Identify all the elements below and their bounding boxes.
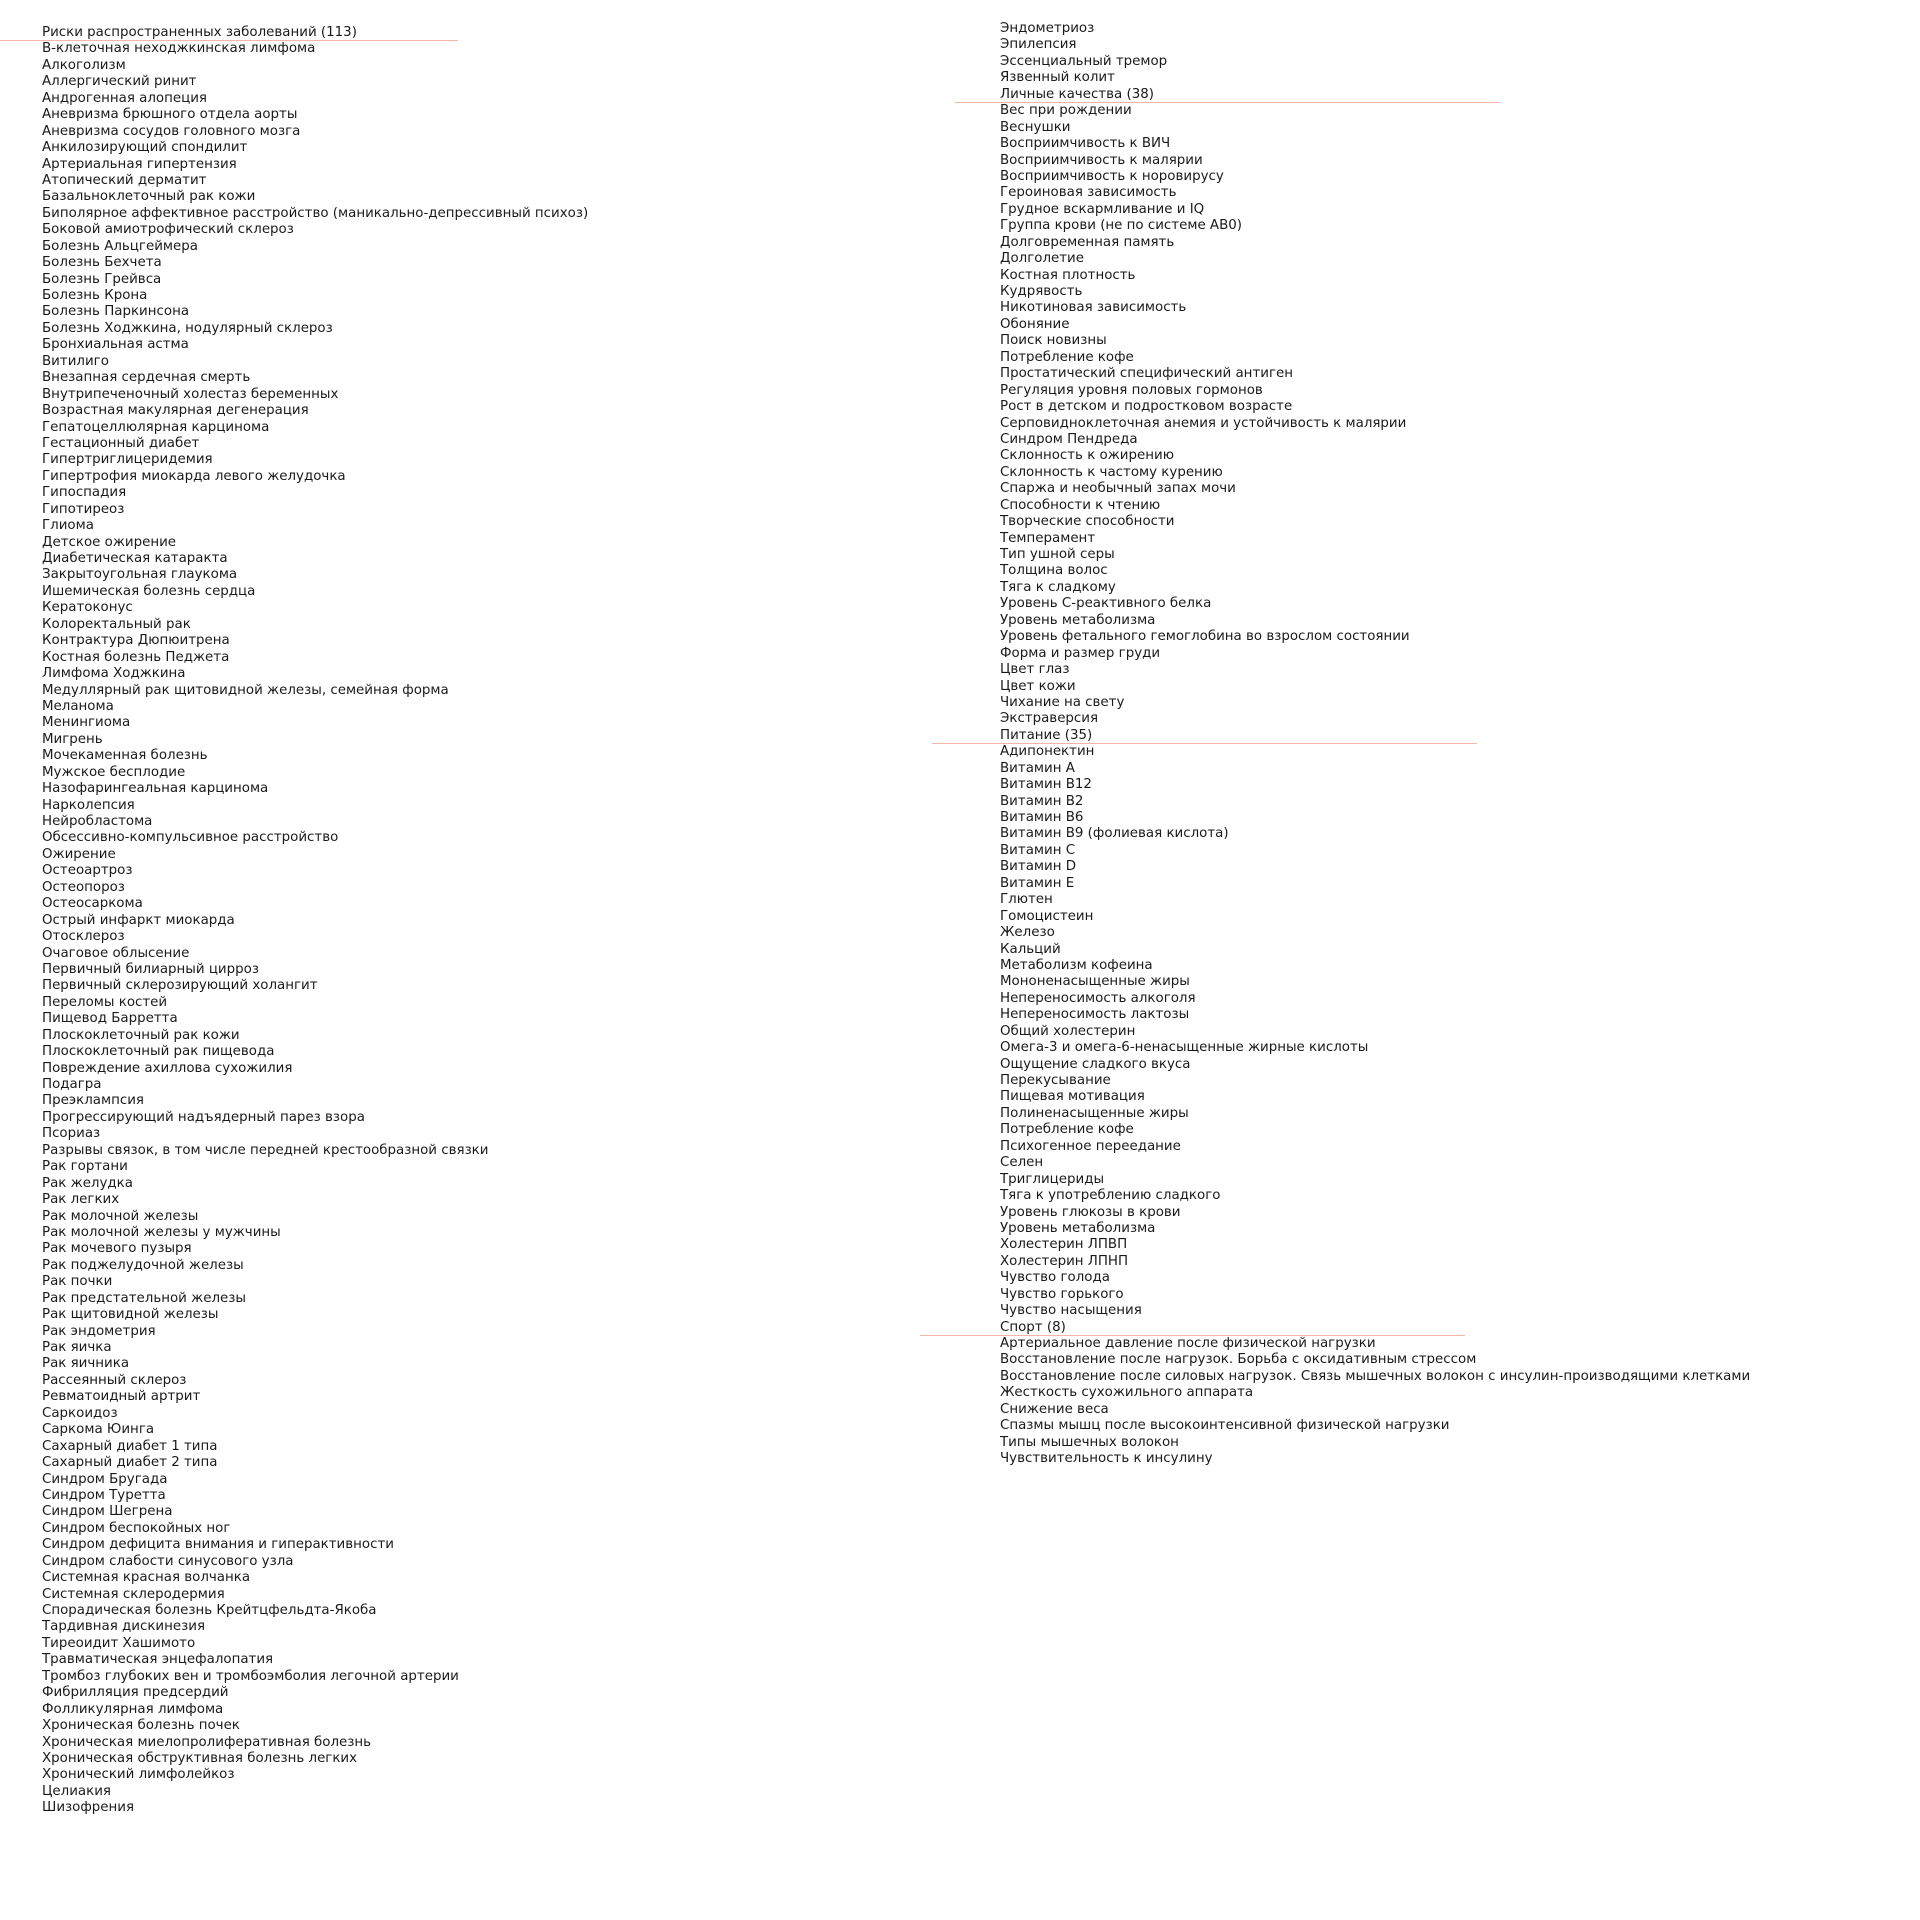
list-item: Героиновая зависимость (1000, 185, 1177, 201)
list-item: Ревматоидный артрит (42, 1389, 201, 1405)
list-item: Чувство голода (1000, 1270, 1110, 1286)
list-item: Чихание на свету (1000, 694, 1125, 710)
list-item: Снижение веса (1000, 1401, 1109, 1417)
list-item: Диабетическая катаракта (42, 551, 228, 566)
list-item: Костная плотность (1000, 267, 1136, 283)
list-item: Глиома (42, 518, 94, 534)
list-item: Рак гортани (42, 1159, 128, 1175)
list-item: Непереносимость лактозы (1000, 1007, 1190, 1023)
list-item: Внутрипеченочный холестаз беременных (42, 386, 339, 402)
list-item: Боковой амиотрофический склероз (42, 222, 294, 238)
item-list (1000, 103, 1900, 728)
list-item: Пищевая мотивация (1000, 1089, 1145, 1105)
list-item: Нарколепсия (42, 797, 135, 813)
list-item: Типы мышечных волокон (1000, 1434, 1179, 1450)
list-item: Костная болезнь Педжета (42, 649, 230, 665)
list-item: Спорадическая болезнь Крейтцфельдта-Якоба (42, 1603, 377, 1618)
list-item: Полиненасыщенные жиры (1000, 1105, 1189, 1121)
list-item: Рак яичка (42, 1340, 112, 1355)
list-item: Селен (1000, 1155, 1044, 1171)
list-item: Уровень метаболизма (1000, 1220, 1156, 1236)
list-item: Потребление кофе (1000, 349, 1134, 365)
list-item: Вес при рождении (1000, 103, 1132, 119)
list-item: Тяга к употреблению сладкого (1000, 1188, 1221, 1204)
list-item: Тип ушной серы (1000, 547, 1115, 562)
list-item: Чувствительность к инсулину (1000, 1451, 1213, 1467)
list-item: Адипонектин (1000, 744, 1095, 760)
list-item: Витамин A (1000, 760, 1075, 776)
list-item: Кератоконус (42, 600, 133, 616)
list-item: Прогрессирующий надъядерный парез взора (42, 1109, 365, 1125)
list-item: Биполярное аффективное расстройство (маникально-депрессивный психоз) (42, 205, 589, 221)
list-item: Саркоидоз (42, 1405, 118, 1421)
list-item: Гестационный диабет (42, 435, 200, 451)
list-item: Синдром беспокойных ног (42, 1520, 231, 1536)
section-diseases (42, 25, 942, 1817)
list-item: Переломы костей (42, 994, 168, 1010)
item-list (1000, 1336, 1900, 1468)
list-item: Восприимчивость к малярии (1000, 152, 1203, 168)
list-item: Тиреоидит Хашимото (42, 1635, 196, 1651)
list-item: Спаржа и необычный запах мочи (1000, 481, 1236, 497)
list-item: Гепатоцеллюлярная карцинома (42, 419, 270, 435)
list-item: Гомоцистеин (1000, 908, 1094, 924)
list-item: Творческие способности (1000, 514, 1175, 530)
list-item: Эссенциальный тремор (1000, 53, 1168, 69)
list-item: Болезнь Крона (42, 288, 148, 303)
list-item: Витамин B6 (1000, 810, 1084, 825)
list-item: Чувство насыщения (1000, 1303, 1142, 1319)
list-item: Тромбоз глубоких вен и тромбоэмболия легочной артерии (42, 1668, 459, 1684)
list-item: Подагра (42, 1077, 102, 1092)
list-item: Мочекаменная болезнь (42, 748, 208, 764)
list-item: Темперамент (1000, 530, 1096, 546)
section-rule (0, 40, 458, 41)
list-item: Медуллярный рак щитовидной железы, семейная форма (42, 682, 449, 698)
list-item: Экстраверсия (1000, 711, 1099, 727)
section-heading-sport (1000, 1320, 1900, 1336)
list-item: Склонность к ожирению (1000, 448, 1174, 464)
list-item: Сахарный диабет 2 типа (42, 1455, 218, 1471)
list-item: Способности к чтению (1000, 497, 1161, 513)
list-item: Кальций (1000, 941, 1061, 957)
list-item: Мигрень (42, 731, 103, 747)
list-item: Рак щитовидной железы (42, 1307, 219, 1323)
list-item: Витамин E (1000, 875, 1075, 891)
list-item: Фибрилляция предсердий (42, 1685, 229, 1701)
list-item: Рак почки (42, 1274, 113, 1290)
list-item: Назофарингеальная карцинома (42, 781, 269, 797)
list-item: Болезнь Паркинсона (42, 304, 190, 320)
list-item: Травматическая энцефалопатия (42, 1652, 274, 1668)
list-item: Серповидноклеточная анемия и устойчивость к малярии (1000, 415, 1407, 431)
list-item: Никотиновая зависимость (1000, 300, 1187, 316)
item-list (1000, 744, 1900, 1319)
list-item: Детское ожирение (42, 534, 177, 550)
list-item: Внезапная сердечная смерть (42, 370, 251, 386)
list-item: Остеоартроз (42, 863, 133, 879)
section-heading-diseases (42, 25, 942, 41)
list-item: Фолликулярная лимфома (42, 1701, 224, 1717)
list-item: Рост в детском и подростковом возрасте (1000, 399, 1293, 415)
list-item: Нейробластома (42, 814, 153, 829)
item-list (1000, 21, 1900, 87)
list-item: Контрактура Дюпюитрена (42, 633, 230, 649)
list-item: Синдром Туретта (42, 1487, 166, 1503)
list-item: Железо (1000, 925, 1055, 941)
list-item: Остеопороз (42, 879, 125, 895)
section-rule (955, 102, 1500, 103)
list-item: Целиакия (42, 1783, 111, 1799)
list-item: Витамин B2 (1000, 793, 1084, 809)
list-item: Первичный склерозирующий холангит (42, 978, 318, 994)
list-item: Мужское бесплодие (42, 764, 186, 780)
list-item: Разрывы связок, в том числе передней крестообразной связки (42, 1142, 489, 1158)
list-item: Восстановление после силовых нагрузок. Связь мышечных волокон с инсулин-производящими клетками (1000, 1368, 1751, 1384)
list-item: Цвет глаз (1000, 662, 1070, 678)
list-item: Синдром Бругада (42, 1471, 168, 1487)
list-item: B-клеточная неходжкинская лимфома (42, 41, 316, 57)
list-item: Рак легких (42, 1192, 120, 1208)
list-item: Рак молочной железы у мужчины (42, 1224, 281, 1240)
list-item: Холестерин ЛПВП (1000, 1237, 1128, 1253)
list-item: Андрогенная алопеция (42, 90, 207, 106)
list-item: Уровень глюкозы в крови (1000, 1204, 1181, 1220)
list-item: Витилиго (42, 353, 109, 369)
list-item: Хроническая миелопролиферативная болезнь (42, 1734, 372, 1750)
list-item: Триглицериды (1000, 1171, 1105, 1187)
list-item: Системная красная волчанка (42, 1570, 251, 1586)
list-item: Витамин B9 (фолиевая кислота) (1000, 826, 1229, 842)
list-item: Веснушки (1000, 119, 1071, 135)
list-item: Атопический дерматит (42, 172, 207, 188)
list-item: Хронический лимфолейкоз (42, 1767, 235, 1783)
list-item: Плоскоклеточный рак пищевода (42, 1044, 275, 1060)
section-title: Спорт (8) (1000, 1319, 1066, 1335)
list-item: Болезнь Ходжкина, нодулярный склероз (42, 320, 333, 336)
list-item: Рак молочной железы (42, 1208, 199, 1224)
list-item: Жесткость сухожильного аппарата (1000, 1385, 1254, 1401)
list-item: Болезнь Альцгеймера (42, 238, 198, 254)
list-item: Язвенный колит (1000, 70, 1115, 86)
list-item: Витамин B12 (1000, 777, 1092, 793)
list-item: Аневризма сосудов головного мозга (42, 123, 301, 139)
list-item: Синдром слабости синусового узла (42, 1553, 294, 1569)
list-item: Хроническая обструктивная болезнь легких (42, 1750, 358, 1766)
list-item: Системная склеродермия (42, 1586, 225, 1602)
list-item: Ишемическая болезнь сердца (42, 583, 256, 599)
list-item: Обоняние (1000, 316, 1070, 332)
list-item: Рассеянный склероз (42, 1372, 187, 1388)
list-item: Чувство горького (1000, 1286, 1124, 1302)
section-title: Личные качества (38) (1000, 86, 1154, 102)
section-traits (1000, 87, 1900, 728)
list-item: Рак яичника (42, 1356, 130, 1372)
list-item: Толщина волос (1000, 563, 1108, 579)
list-item: Отосклероз (42, 929, 125, 945)
section-rule (920, 1335, 1465, 1336)
list-item: Меланома (42, 698, 114, 714)
list-item: Уровень С-реактивного белка (1000, 596, 1212, 612)
section-title: Питание (35) (1000, 727, 1093, 743)
section-diseases-continued (1000, 21, 1900, 87)
list-item: Омега-3 и омега-6-ненасыщенные жирные кислоты (1000, 1040, 1369, 1056)
item-list (42, 41, 942, 1816)
list-item: Пищевод Барретта (42, 1011, 178, 1027)
list-item: Острый инфаркт миокарда (42, 912, 235, 928)
list-item: Аллергический ринит (42, 74, 197, 90)
list-item: Витамин C (1000, 842, 1076, 858)
list-item: Базальноклеточный рак кожи (42, 189, 256, 205)
list-item: Возрастная макулярная дегенерация (42, 403, 309, 419)
list-item: Синдром дефицита внимания и гиперактивности (42, 1537, 394, 1553)
section-rule (932, 743, 1477, 744)
list-item: Гипертриглицеридемия (42, 452, 213, 468)
list-item: Долговременная память (1000, 234, 1175, 250)
list-item: Непереносимость алкоголя (1000, 990, 1196, 1006)
list-item: Восприимчивость к норовирусу (1000, 168, 1224, 184)
list-item: Склонность к частому курению (1000, 464, 1223, 480)
list-item: Тардивная дискинезия (42, 1619, 205, 1635)
list-item: Долголетие (1000, 251, 1084, 267)
list-item: Эпилепсия (1000, 37, 1077, 53)
list-item: Синдром Пендреда (1000, 431, 1138, 447)
list-item: Рак мочевого пузыря (42, 1241, 192, 1257)
right-column (1000, 21, 1900, 1468)
list-item: Уровень фетального гемоглобина во взрослом состоянии (1000, 629, 1410, 645)
list-item: Преэклампсия (42, 1093, 144, 1109)
list-item: Плоскоклеточный рак кожи (42, 1027, 240, 1043)
section-sport (1000, 1320, 1900, 1468)
list-item: Хроническая болезнь почек (42, 1718, 240, 1734)
list-item: Общий холестерин (1000, 1023, 1136, 1039)
list-item: Рак предстательной железы (42, 1290, 246, 1306)
list-item: Гипотиреоз (42, 501, 125, 517)
list-item: Психогенное переедание (1000, 1138, 1181, 1154)
list-item: Артериальная гипертензия (42, 156, 237, 172)
list-item: Синдром Шегрена (42, 1504, 173, 1520)
list-item: Поиск новизны (1000, 333, 1107, 349)
list-item: Повреждение ахиллова сухожилия (42, 1060, 293, 1076)
list-item: Аневризма брюшного отдела аорты (42, 107, 298, 123)
list-item: Обсессивно-компульсивное расстройство (42, 830, 339, 846)
list-item: Форма и размер груди (1000, 645, 1161, 661)
list-item: Группа крови (не по системе AB0) (1000, 218, 1243, 234)
list-item: Глютен (1000, 892, 1053, 908)
list-item: Псориаз (42, 1126, 101, 1142)
list-item: Рак желудка (42, 1175, 133, 1191)
list-item: Гипоспадия (42, 485, 127, 501)
list-item: Витамин D (1000, 859, 1077, 875)
left-column (42, 25, 942, 1817)
list-item: Потребление кофе (1000, 1122, 1134, 1138)
list-item: Артериальное давление после физической нагрузки (1000, 1336, 1376, 1351)
list-item: Сахарный диабет 1 типа (42, 1438, 218, 1454)
list-item: Менингиома (42, 715, 131, 731)
section-heading-traits (1000, 87, 1900, 103)
section-title: Риски распространенных заболеваний (113) (42, 25, 357, 40)
list-item: Тяга к сладкому (1000, 579, 1116, 595)
list-item: Бронхиальная астма (42, 337, 189, 353)
list-item: Ощущение сладкого вкуса (1000, 1056, 1191, 1072)
section-heading-nutrition (1000, 728, 1900, 744)
list-item: Восстановление после нагрузок. Борьба с оксидативным стрессом (1000, 1352, 1477, 1368)
list-item: Гипертрофия миокарда левого желудочка (42, 468, 346, 484)
list-item: Уровень метаболизма (1000, 612, 1156, 628)
list-item: Лимфома Ходжкина (42, 666, 186, 682)
list-item: Эндометриоз (1000, 21, 1095, 36)
list-item: Рак эндометрия (42, 1323, 156, 1339)
list-item: Метаболизм кофеина (1000, 957, 1153, 973)
list-item: Болезнь Бехчета (42, 255, 162, 271)
list-item: Закрытоугольная глаукома (42, 567, 238, 583)
list-item: Колоректальный рак (42, 616, 191, 632)
list-item: Очаговое облысение (42, 945, 190, 961)
list-item: Рак поджелудочной железы (42, 1257, 244, 1273)
list-item: Регуляция уровня половых гормонов (1000, 382, 1263, 398)
list-item: Остеосаркома (42, 896, 143, 912)
list-item: Восприимчивость к ВИЧ (1000, 136, 1171, 152)
list-item: Кудрявость (1000, 284, 1083, 299)
list-item: Простатический специфический антиген (1000, 366, 1293, 382)
list-item: Холестерин ЛПНП (1000, 1253, 1129, 1269)
list-item: Алкоголизм (42, 57, 126, 73)
section-nutrition (1000, 728, 1900, 1320)
list-item: Мононенасыщенные жиры (1000, 974, 1190, 990)
list-item: Шизофрения (42, 1800, 135, 1816)
list-item: Перекусывание (1000, 1073, 1111, 1088)
list-item: Спазмы мышц после высокоинтенсивной физической нагрузки (1000, 1418, 1450, 1434)
list-item: Болезнь Грейвса (42, 271, 162, 287)
list-item: Ожирение (42, 846, 116, 862)
list-item: Первичный билиарный цирроз (42, 961, 259, 977)
list-item: Грудное вскармливание и IQ (1000, 201, 1205, 217)
list-item: Анкилозирующий спондилит (42, 140, 248, 156)
list-item: Цвет кожи (1000, 678, 1076, 694)
list-item: Саркома Юинга (42, 1422, 155, 1438)
